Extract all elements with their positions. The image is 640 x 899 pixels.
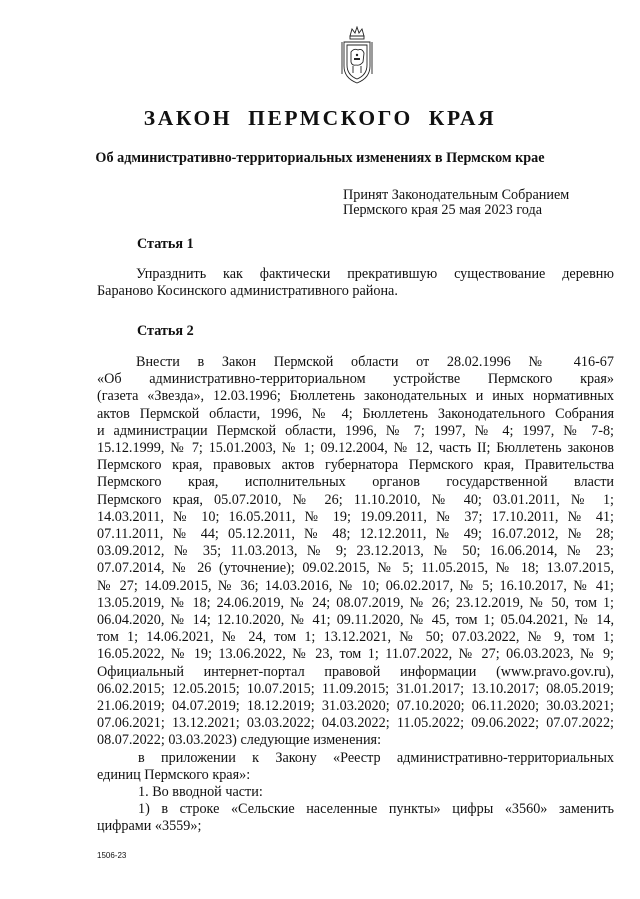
text-line: 13.05.2019, № 18; 24.06.2019, № 24; 08.07.2019, № 26; 23.12.2019, № 50, том 1;	[97, 594, 614, 611]
text-line: 03.09.2012, № 35; 11.03.2013, № 9; 23.12.2013, № 50; 16.06.2014, № 23;	[97, 543, 614, 560]
text-line: «Об административно-территориальном устройстве Пермского края»	[97, 371, 614, 388]
text-line: 08.07.2022; 03.03.2023) следующие изменения:	[97, 732, 382, 749]
text-line: 15.12.1999, № 7; 15.01.2003, № 1; 09.12.2004, № 12, часть II; Бюллетень законов	[97, 440, 614, 457]
appendix-line: единиц Пермского края»:	[97, 766, 251, 783]
part-heading: 1. Во вводной части:	[138, 784, 263, 801]
article-2-text	[97, 354, 614, 836]
text-line: Упразднить как фактически прекратившую существование деревню	[136, 266, 614, 282]
item-line: 1) в строке «Сельские населенные пункты» цифры «3560» заменить	[138, 801, 614, 818]
document-code: 1506-23	[97, 851, 127, 860]
text-line: № 27; 14.09.2015, № 36; 14.03.2016, № 10; 06.02.2017, № 5; 16.10.2017, № 41;	[97, 577, 614, 594]
text-line: Официальный интернет-портал правовой информации (www.pravo.gov.ru),	[97, 663, 614, 680]
text-line: Пермского края, правовых актов губернатора Пермского края, Правительства	[97, 457, 614, 474]
perm-krai-coat-of-arms-icon	[338, 26, 376, 86]
text-line: 16.05.2022, № 19; 13.06.2022, № 23, том 1; 11.07.2022, № 27; 06.03.2023, № 9;	[97, 646, 614, 663]
text-line: 07.07.2014, № 26 (уточнение); 09.02.2015, № 5; 11.05.2015, № 18; 13.07.2015,	[97, 560, 614, 577]
item-line: цифрами «3559»;	[97, 818, 202, 835]
text-line: (газета «Звезда», 12.03.1996; Бюллетень законодательных и иных нормативных	[97, 388, 614, 405]
text-line: том 1; 14.06.2021, № 24, том 1; 13.12.2021, № 50; 07.03.2022, № 9, том 1;	[97, 629, 614, 646]
text-line: 14.03.2011, № 10; 16.05.2011, № 19; 19.09.2011, № 37; 17.10.2011, № 41;	[97, 508, 614, 525]
text-line: 07.11.2011, № 44; 05.12.2011, № 48; 12.12.2011, № 49; 16.07.2012, № 28;	[97, 526, 614, 543]
text-line: 07.06.2021; 13.12.2021; 03.03.2022; 04.03.2022; 11.05.2022; 09.06.2022; 07.07.2022;	[97, 715, 614, 732]
document-subtitle: Об административно-территориальных изменениях в Пермском крае	[95, 150, 545, 166]
appendix-line: в приложении к Закону «Реестр административно-территориальных	[138, 749, 614, 766]
text-line: Пермского края, исполнительных органов государственной власти	[97, 474, 614, 491]
text-line: Внести в Закон Пермской области от 28.02.1996 № 416-67	[136, 354, 614, 370]
text-line: Пермского края, 05.07.2010, № 26; 11.10.2010, № 40; 03.01.2011, № 1;	[97, 491, 614, 508]
text-line: 06.04.2020, № 14; 12.10.2020, № 41; 09.11.2020, № 45, том 1; 05.04.2021, № 14,	[97, 612, 614, 629]
adoption-note	[343, 188, 569, 218]
text-line: 06.02.2015; 12.05.2015; 10.07.2015; 11.09.2015; 31.01.2017; 13.10.2017; 08.05.2019;	[97, 680, 614, 697]
article-1-heading: Статья 1	[137, 236, 194, 252]
text-line: и администрации Пермской области, 1996, № 7; 1997, № 4; 1997, № 7-8;	[97, 422, 614, 439]
article-1-text	[97, 266, 614, 300]
document-title: ЗАКОН ПЕРМСКОГО КРАЯ	[143, 106, 497, 130]
adoption-line: Принят Законодательным Собранием	[343, 187, 570, 203]
text-line: Бараново Косинского административного района.	[97, 283, 398, 300]
article-2-heading: Статья 2	[137, 323, 194, 339]
text-line: актов Пермской области, 1996, № 4; Бюллетень Законодательного Собрания	[97, 405, 614, 422]
text-line: 21.06.2019; 04.07.2019; 18.12.2019; 31.03.2020; 07.10.2020; 06.11.2020; 30.03.2021;	[97, 698, 614, 715]
adoption-line: Пермского края 25 мая 2023 года	[343, 202, 542, 218]
